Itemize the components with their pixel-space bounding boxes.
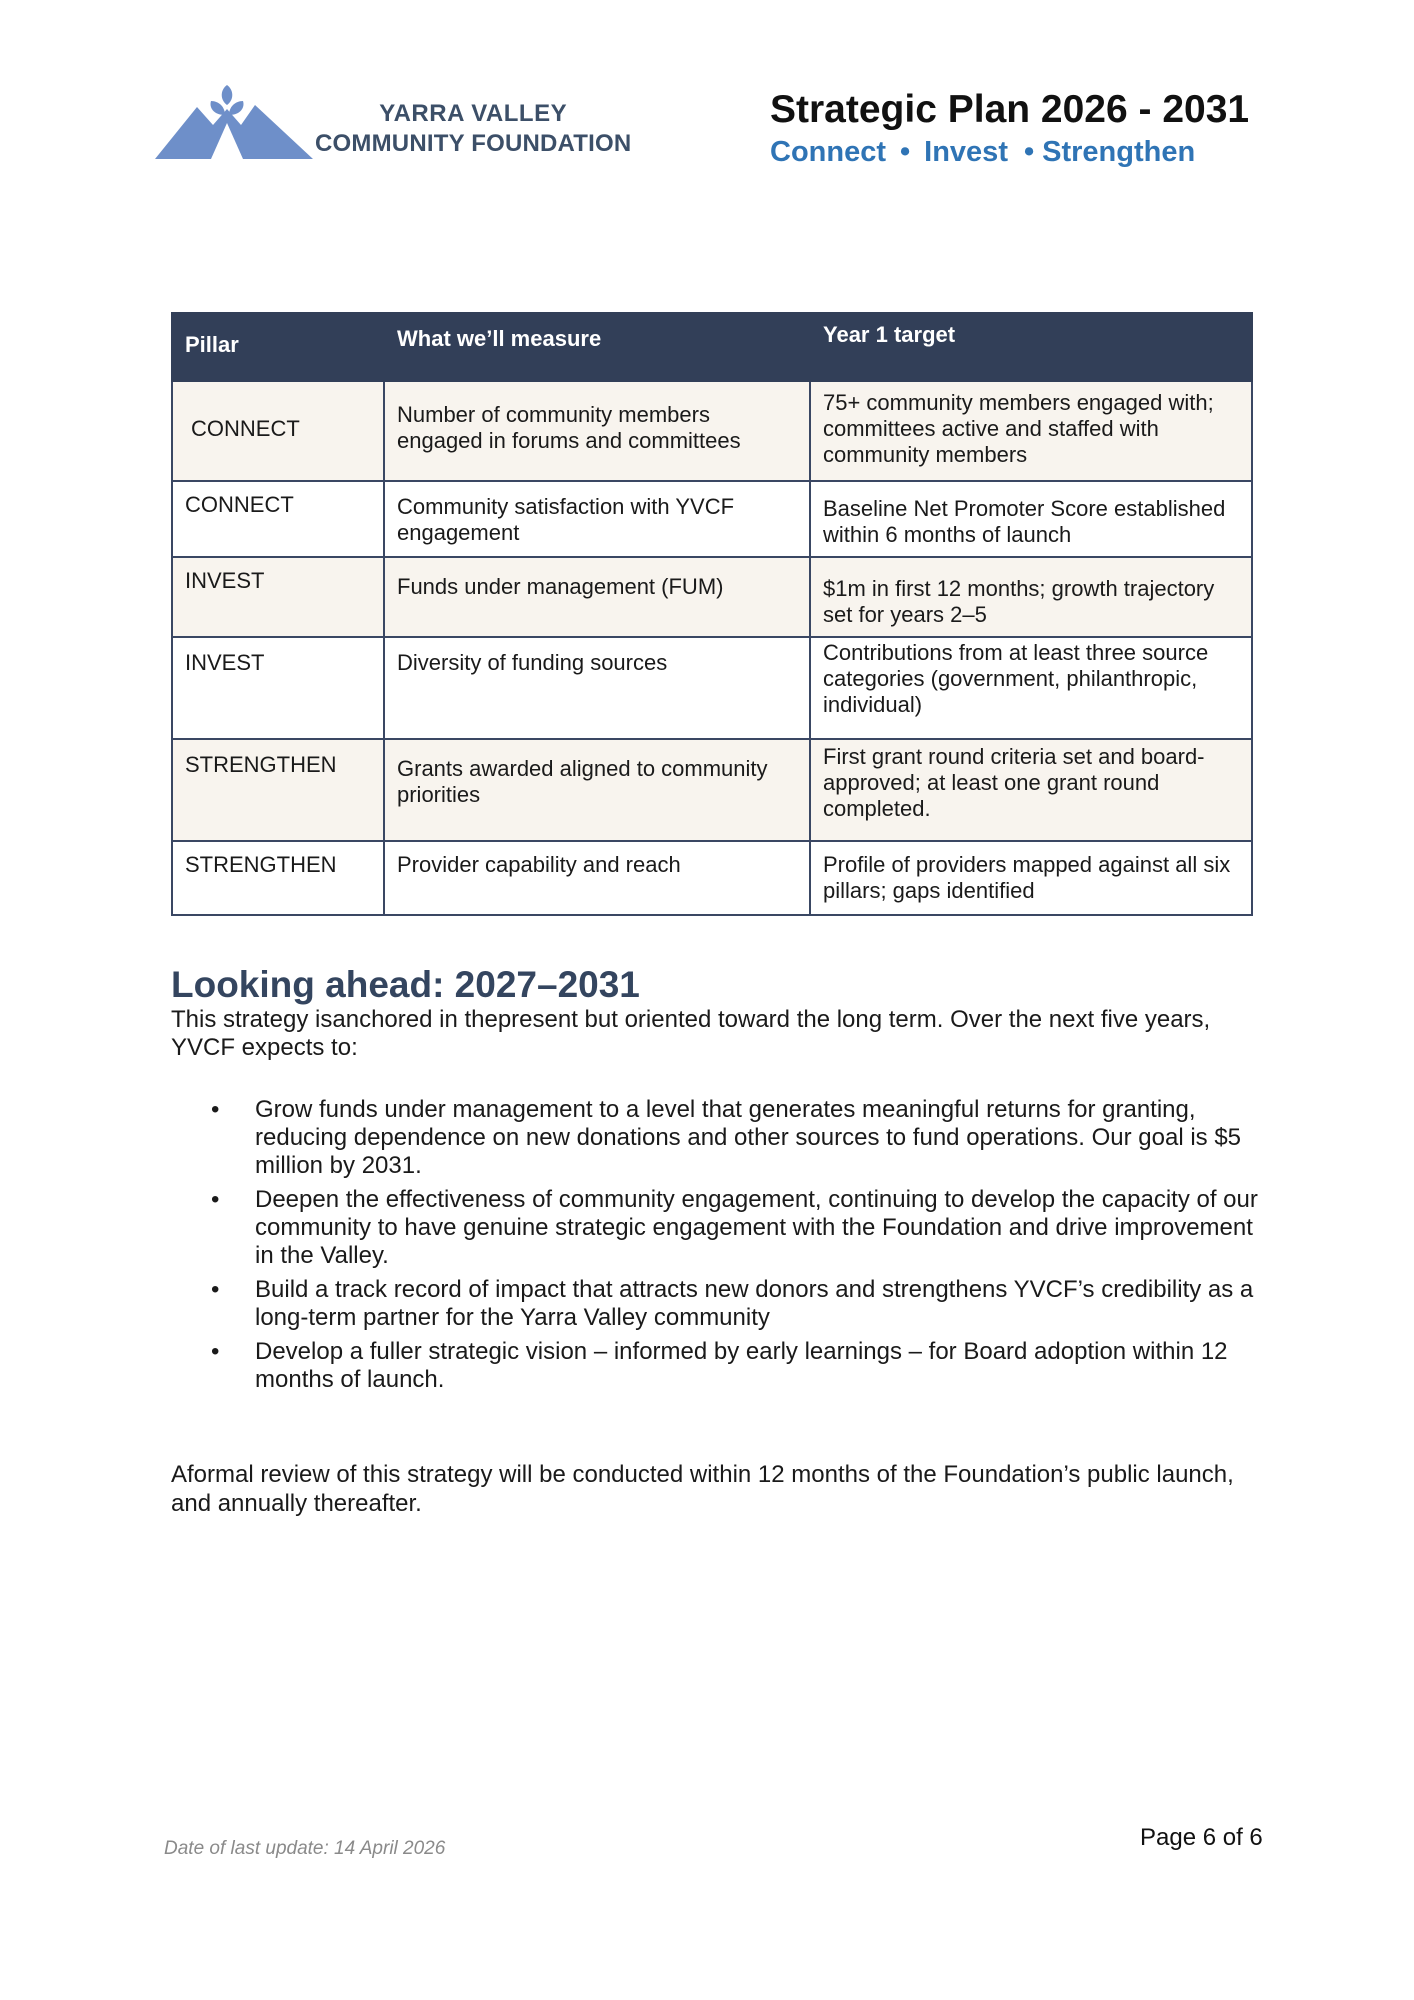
mountain-leaf-icon [155,85,315,165]
cell-measure: Provider capability and reach [384,841,810,915]
cell-target: Contributions from at least three source categories (government, philanthropic, individual) [810,637,1252,739]
list-item [171,1096,1261,1180]
bullet-icon: • [211,1276,220,1303]
list-item [171,1276,1261,1332]
section-heading: Looking ahead: 2027–2031 [171,964,640,1005]
cell-pillar: STRENGTHEN [172,841,384,915]
cell-pillar: CONNECT [172,481,384,557]
looking-ahead-section [171,964,1261,1400]
table-row [172,481,1252,557]
list-item-text: Grow funds under management to a level that generates meaningful returns for granting, reducing dependence on new donations and other sources to fund operations. Our goal is $5 million by 2031. [255,1096,1242,1179]
cell-pillar: INVEST [172,557,384,637]
cell-measure: Grants awarded aligned to community priorities [384,739,810,841]
document-header [770,88,1270,172]
foundation-logo [155,85,695,165]
section-intro: This strategy isanchored in thepresent but oriented toward the long term. Over the next five years, YVCF expects to: [171,1006,1211,1061]
cell-measure: Number of community members engaged in forums and committees [384,381,810,481]
cell-target: 75+ community members engaged with; committees active and staffed with community members [810,381,1252,481]
list-item-text: Deepen the effectiveness of community engagement, continuing to develop the capacity of our community to have genuine strategic engagement with the Foundation and drive improvement in the Valley. [255,1186,1258,1269]
table-row [172,557,1252,637]
cell-target: $1m in first 12 months; growth trajectory set for years 2–5 [810,557,1252,637]
table-row [172,637,1252,739]
tagline-strengthen: Strengthen [1042,136,1196,168]
cell-pillar: CONNECT [172,381,384,481]
bullet-icon: • [211,1338,220,1365]
cell-target: First grant round criteria set and board-approved; at least one grant round completed. [810,739,1252,841]
table-row [172,841,1252,915]
logo-line-1: YARRA VALLEY [379,100,568,127]
logo-line-2: COMMUNITY FOUNDATION [315,130,632,157]
last-update-date: Date of last update: 14 April 2026 [164,1838,446,1859]
tagline-connect: Connect [770,136,886,168]
list-item [171,1186,1261,1270]
list-item [171,1338,1261,1394]
review-paragraph: Aformal review of this strategy will be conducted within 12 months of the Foundation’s public launch, and annually thereafter. [171,1461,1234,1517]
table-row [172,381,1252,481]
measures-table [171,312,1253,916]
cell-target: Profile of providers mapped against all six pillars; gaps identified [810,841,1252,915]
page-number: Page 6 of 6 [1140,1824,1263,1851]
tagline-invest: Invest [924,136,1008,168]
logo-wordmark [315,99,631,159]
cell-measure: Diversity of funding sources [384,637,810,739]
tagline-separator: • [1023,136,1035,168]
cell-pillar: INVEST [172,637,384,739]
list-item-text: Build a track record of impact that attracts new donors and strengthens YVCF’s credibility as a long-term partner for the Yarra Valley community [255,1276,1254,1331]
expectations-list [171,1096,1261,1394]
cell-target: Baseline Net Promoter Score established within 6 months of launch [810,481,1252,557]
tagline-separator: • [900,136,911,168]
header-target: Year 1 target [810,313,1252,381]
cell-pillar: STRENGTHEN [172,739,384,841]
bullet-icon: • [211,1186,220,1213]
document-title: Strategic Plan 2026 - 2031 [770,88,1250,131]
cell-measure: Community satisfaction with YVCF engagement [384,481,810,557]
bullet-icon: • [211,1096,220,1123]
pillar-tagline [770,132,1270,172]
header-pillar: Pillar [172,313,384,381]
header-measure: What we’ll measure [384,313,810,381]
table-header-row [172,313,1252,381]
list-item-text: Develop a fuller strategic vision – informed by early learnings – for Board adoption within 12 months of launch. [255,1338,1228,1393]
table-row [172,739,1252,841]
cell-measure: Funds under management (FUM) [384,557,810,637]
